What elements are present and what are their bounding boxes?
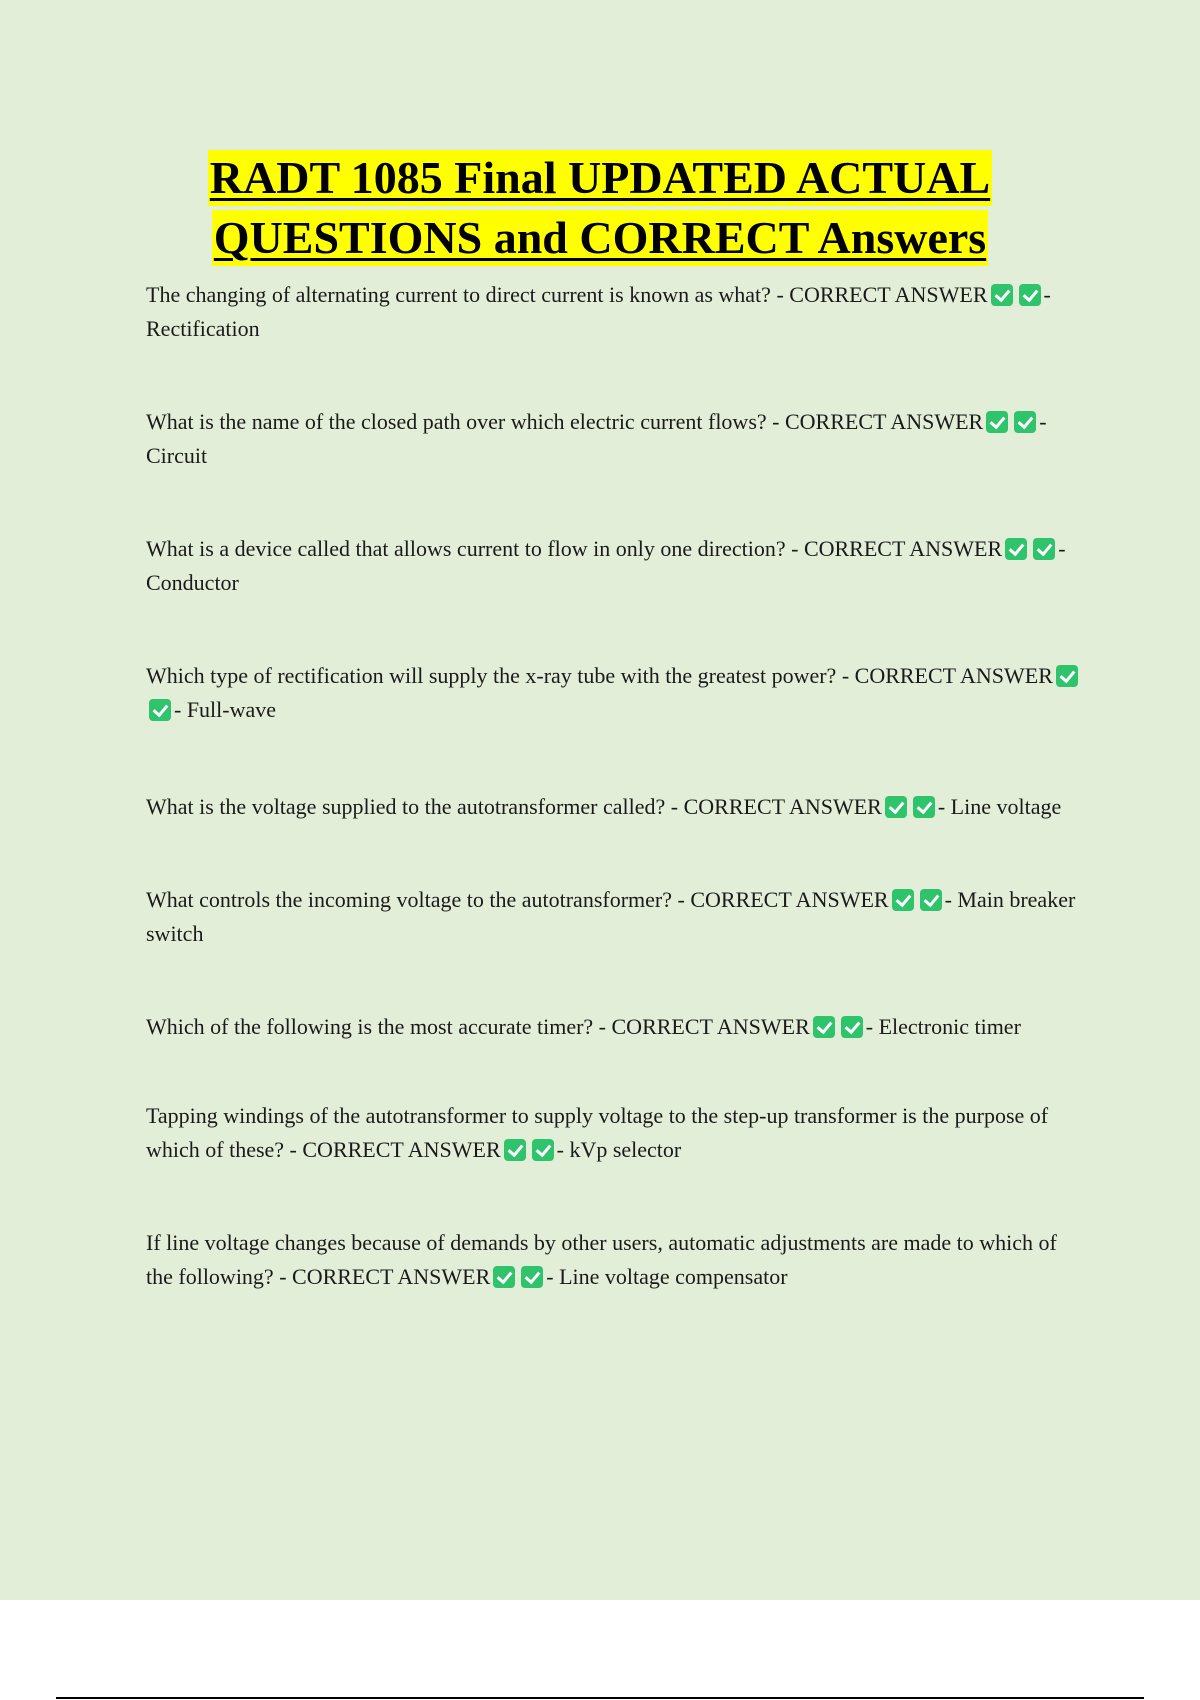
check-mark-icon: [149, 699, 171, 721]
answer-text: - Conductor: [146, 536, 1066, 595]
qa-item-1: [146, 278, 1086, 346]
document-title: [0, 148, 1200, 268]
title-line-2: QUESTIONS and CORRECT Answers: [212, 210, 988, 266]
answer-text: - Line voltage: [937, 794, 1062, 819]
check-mark-icon: [1014, 411, 1036, 433]
qa-item-3: [146, 532, 1086, 600]
qa-item-6: [146, 883, 1086, 951]
check-mark-icon: [986, 411, 1008, 433]
qa-item-4: [146, 659, 1086, 727]
qa-item-9: [146, 1226, 1086, 1294]
question-text: What is the name of the closed path over which electric current flows? - CORRECT ANSWER: [146, 409, 984, 434]
question-text: What is the voltage supplied to the autotransformer called? - CORRECT ANSWER: [146, 794, 882, 819]
check-mark-icon: [1033, 538, 1055, 560]
question-text: What controls the incoming voltage to the autotransformer? - CORRECT ANSWER: [146, 887, 889, 912]
check-mark-icon: [504, 1139, 526, 1161]
check-mark-icon: [813, 1016, 835, 1038]
check-mark-icon: [892, 889, 914, 911]
check-mark-icon: [1005, 538, 1027, 560]
answer-text: - Rectification: [146, 282, 1051, 341]
check-mark-icon: [1019, 284, 1041, 306]
question-text: Which type of rectification will supply the x-ray tube with the greatest power? - CORRECT ANSWER: [146, 663, 1053, 688]
title-line-1: RADT 1085 Final UPDATED ACTUAL: [208, 150, 992, 206]
check-mark-icon: [991, 284, 1013, 306]
answer-text: - Full-wave: [174, 697, 277, 722]
answer-text: - Main breaker switch: [146, 887, 1076, 946]
check-mark-icon: [493, 1266, 515, 1288]
check-mark-icon: [841, 1016, 863, 1038]
answer-text: - Electronic timer: [865, 1014, 1021, 1039]
question-text: Tapping windings of the autotransformer to supply voltage to the step-up transformer is the purpose of which of these? - CORRECT ANSWER: [146, 1103, 1049, 1162]
question-text: The changing of alternating current to direct current is known as what? - CORRECT ANSWER: [146, 282, 988, 307]
question-text: What is a device called that allows current to flow in only one direction? - CORRECT ANSWER: [146, 536, 1003, 561]
page-footer-rule: [56, 1697, 1144, 1699]
answer-text: - kVp selector: [556, 1137, 682, 1162]
answer-text: - Circuit: [146, 409, 1047, 468]
qa-item-5: [146, 790, 1086, 824]
question-text: Which of the following is the most accurate timer? - CORRECT ANSWER: [146, 1014, 810, 1039]
check-mark-icon: [913, 796, 935, 818]
check-mark-icon: [920, 889, 942, 911]
question-text: If line voltage changes because of demands by other users, automatic adjustments are made to which of the following? - CORRECT ANSWER: [146, 1230, 1057, 1289]
check-mark-icon: [1056, 665, 1078, 687]
check-mark-icon: [521, 1266, 543, 1288]
qa-list: [146, 278, 1086, 1294]
check-mark-icon: [885, 796, 907, 818]
qa-item-2: [146, 405, 1086, 473]
check-mark-icon: [532, 1139, 554, 1161]
answer-text: - Line voltage compensator: [546, 1264, 788, 1289]
qa-item-8: [146, 1099, 1086, 1167]
qa-item-7: [146, 1010, 1086, 1044]
